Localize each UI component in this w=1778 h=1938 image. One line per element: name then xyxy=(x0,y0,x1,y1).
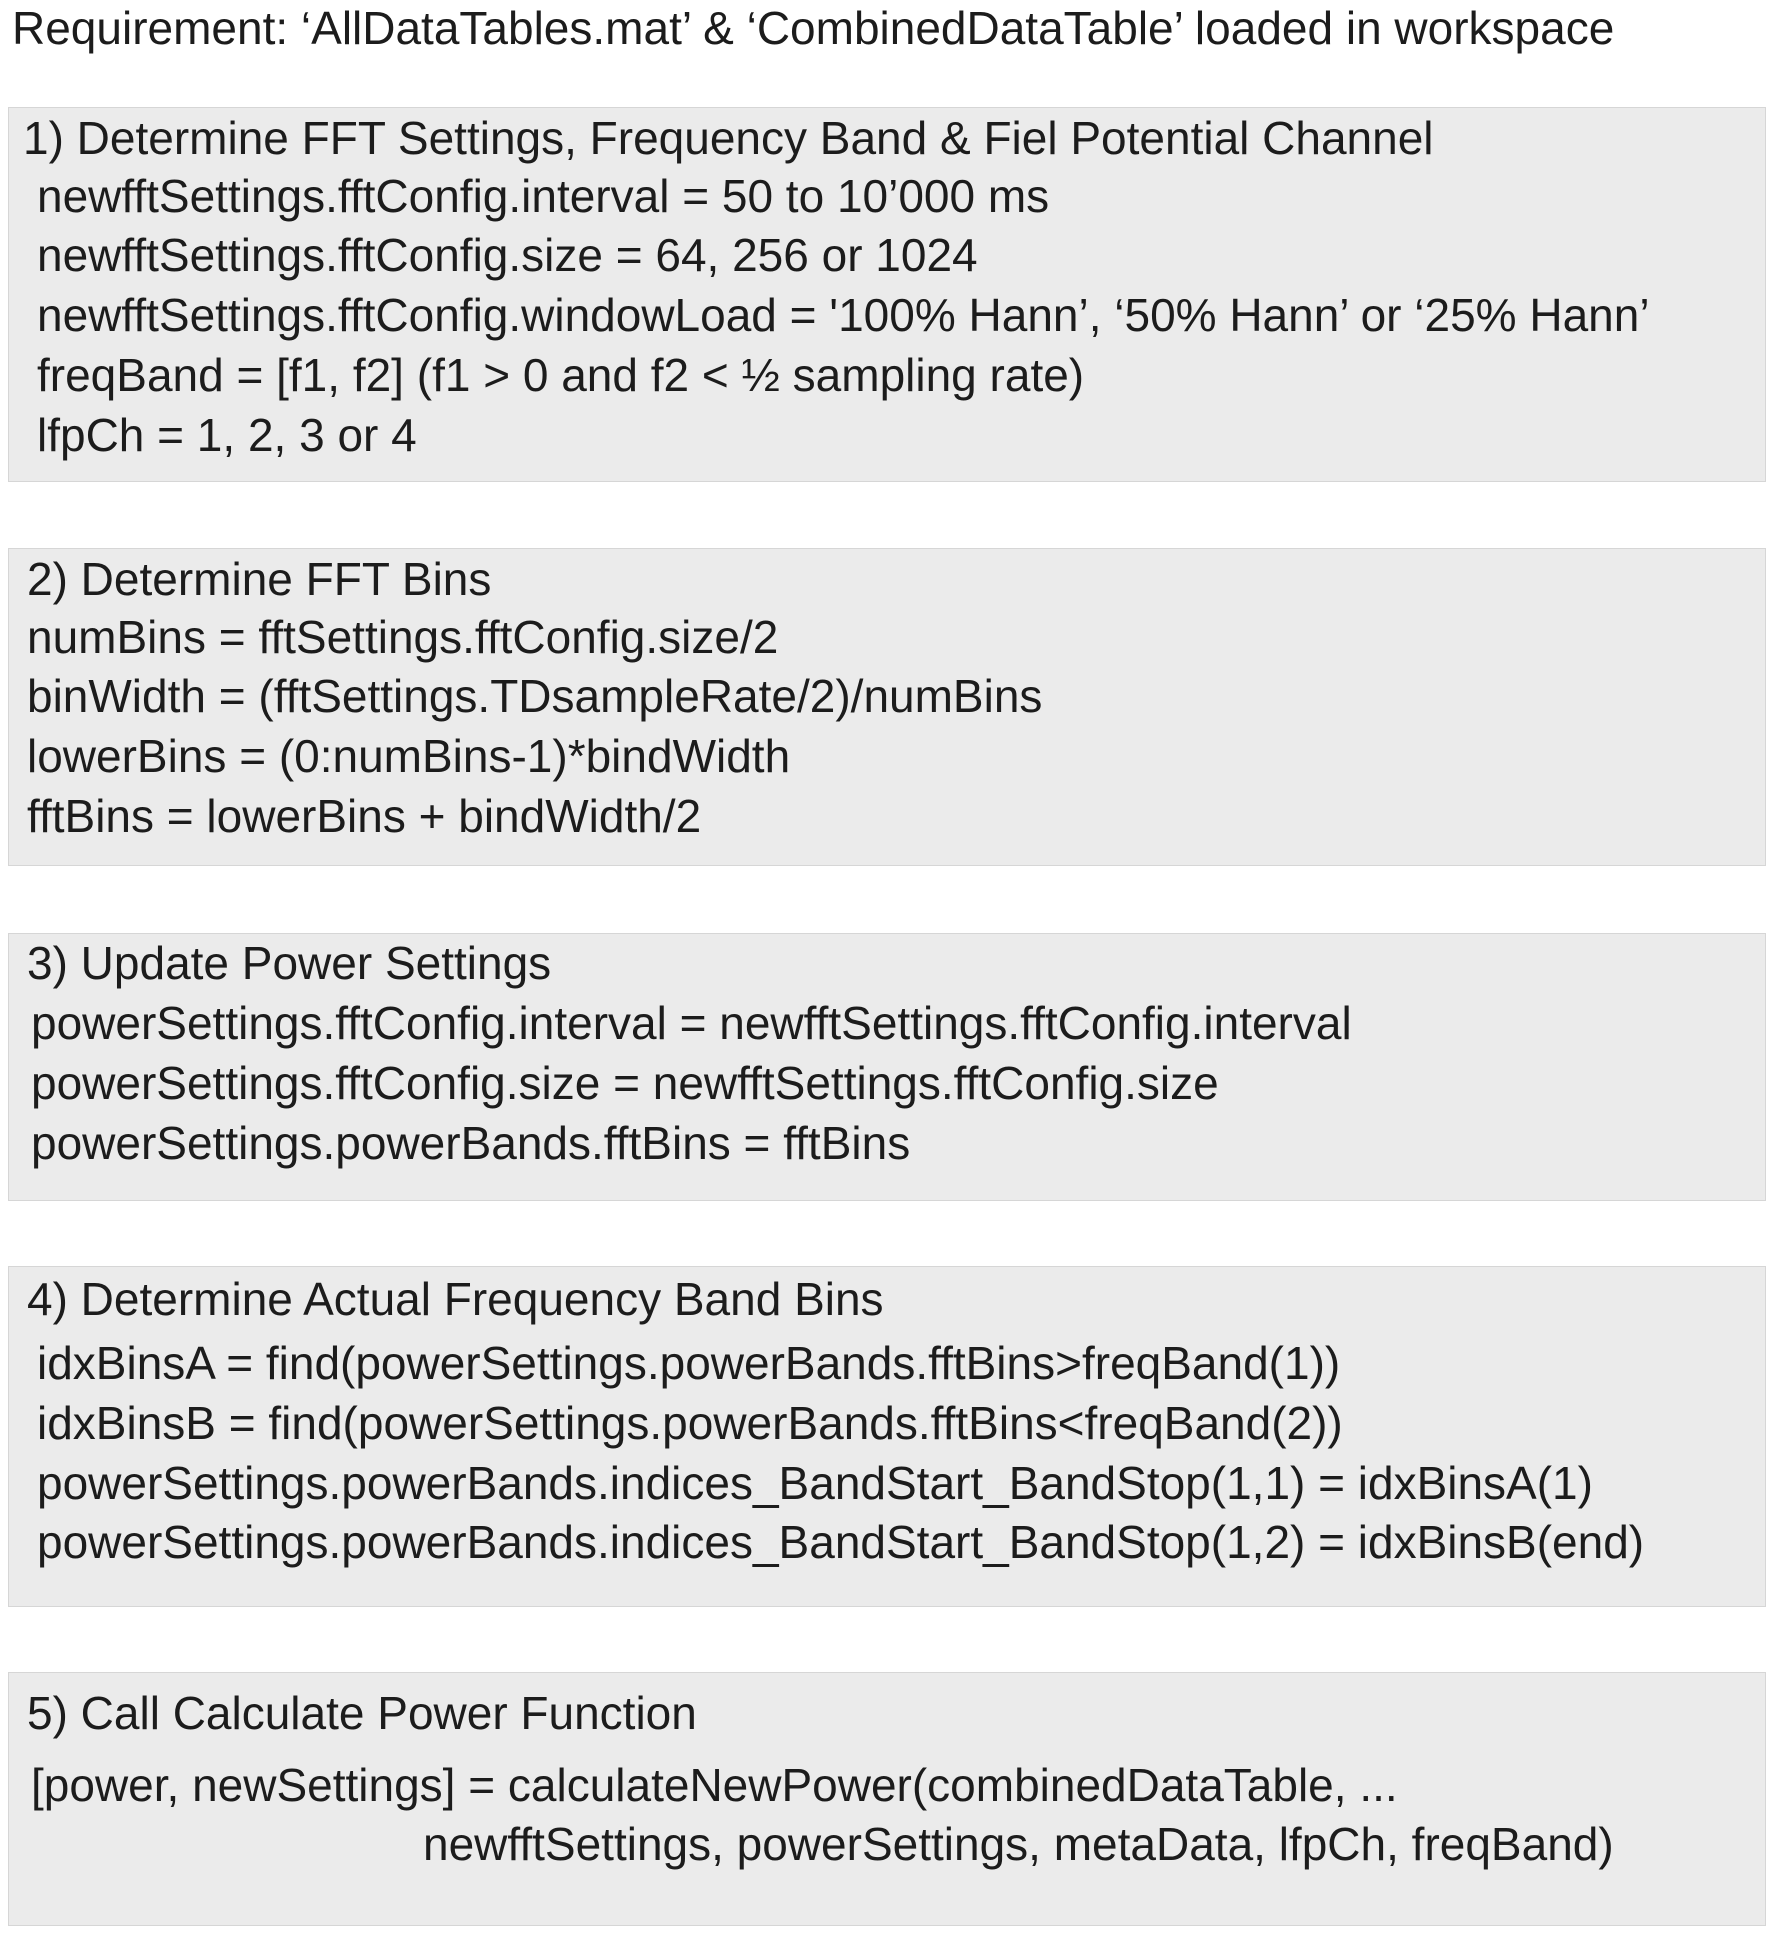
step-4-line-4: powerSettings.powerBands.indices_BandStart_BandStop(1,2) = idxBinsB(end) xyxy=(37,1516,1645,1568)
step-3-line-2: powerSettings.fftConfig.size = newfftSettings.fftConfig.size xyxy=(31,1057,1219,1109)
step-2-line-3: lowerBins = (0:numBins-1)*bindWidth xyxy=(27,730,791,782)
step-2-box xyxy=(8,548,1766,866)
step-4-line-2: idxBinsB = find(powerSettings.powerBands.fftBins<freqBand(2)) xyxy=(37,1397,1343,1449)
step-4-title: 4) Determine Actual Frequency Band Bins xyxy=(27,1273,884,1325)
step-4-line-1: idxBinsA = find(powerSettings.powerBands.fftBins>freqBand(1)) xyxy=(37,1337,1341,1389)
step-1-line-5: lfpCh = 1, 2, 3 or 4 xyxy=(37,409,417,461)
step-2-line-1: numBins = fftSettings.fftConfig.size/2 xyxy=(27,611,779,663)
step-3-line-1: powerSettings.fftConfig.interval = newfftSettings.fftConfig.interval xyxy=(31,997,1352,1049)
step-1-line-1: newfftSettings.fftConfig.interval = 50 to 10’000 ms xyxy=(37,170,1050,222)
requirement-text: Requirement: ‘AllDataTables.mat’ & ‘CombinedDataTable’ loaded in workspace xyxy=(12,2,1615,54)
step-5-title: 5) Call Calculate Power Function xyxy=(27,1687,697,1739)
step-3-title: 3) Update Power Settings xyxy=(27,937,552,989)
step-3-line-3: powerSettings.powerBands.fftBins = fftBins xyxy=(31,1117,911,1169)
step-1-line-4: freqBand = [f1, f2] (f1 > 0 and f2 < ½ sampling rate) xyxy=(37,349,1085,401)
step-2-line-2: binWidth = (fftSettings.TDsampleRate/2)/numBins xyxy=(27,670,1043,722)
step-2-title: 2) Determine FFT Bins xyxy=(27,553,492,605)
step-5-line-1: [power, newSettings] = calculateNewPower(combinedDataTable, ... xyxy=(31,1759,1398,1811)
step-1-line-2: newfftSettings.fftConfig.size = 64, 256 or 1024 xyxy=(37,229,978,281)
step-5-box xyxy=(8,1672,1766,1926)
step-1-line-3: newfftSettings.fftConfig.windowLoad = '100% Hann’, ‘50% Hann’ or ‘25% Hann’ xyxy=(37,289,1650,341)
step-3-box xyxy=(8,933,1766,1201)
step-5-line-2: newfftSettings, powerSettings, metaData, lfpCh, freqBand) xyxy=(423,1818,1614,1870)
step-4-box xyxy=(8,1266,1766,1607)
step-2-line-4: fftBins = lowerBins + bindWidth/2 xyxy=(27,790,702,842)
step-4-line-3: powerSettings.powerBands.indices_BandStart_BandStop(1,1) = idxBinsA(1) xyxy=(37,1457,1593,1509)
step-1-box xyxy=(8,107,1766,482)
step-1-title: 1) Determine FFT Settings, Frequency Band & Fiel Potential Channel xyxy=(23,112,1434,164)
